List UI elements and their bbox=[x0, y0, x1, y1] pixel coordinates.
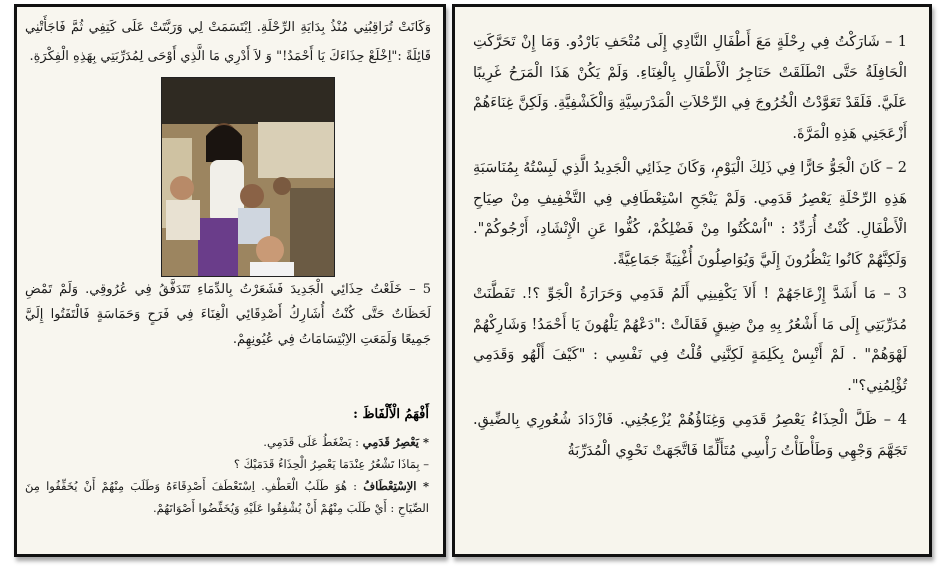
paragraph-5: 5 – خَلَعْتُ حِذَائِي الْجَدِيدَ فَشَعَرْتُ بِالدِّمَاءِ تَتَدَفَّقُ فِي عُرُوقِي. وَلَمْ تَمْضِ لَحَظَاتٌ حَتَّى كُنْتُ أُشَارِكُ أَصْدِقَائِي الْغِنَاءَ فِي فَرَحٍ وَحَمَاسَةٍ فَالْتَفَتُوا إِلَيَّ جَمِيعًا وَلَمَعَتِ الاِبْتِسَامَاتُ فِي عُيُونِهِمْ. bbox=[25, 282, 431, 347]
right-page bbox=[452, 4, 932, 557]
glossary-term: * يَعْصِرُ قَدَمِي bbox=[362, 435, 429, 449]
glossary-entry bbox=[25, 475, 429, 519]
paragraph-1: 1 – شَارَكْتُ فِي رِحْلَةٍ مَعَ أَطْفَالِ النَّادِي إِلَى مُتْحَفِ بَارْدُو. وَمَا إِنْ تَحَرَّكَتِ الْحَافِلَةُ حَتَّى انْطَلَقَتْ حَنَاجِرُ الْأَطْفَالِ بِالْغِنَاءِ. وَلَمْ يَكُنْ هَذَا الْمَرَحُ غَرِيبًا عَلَيَّ. فَلَقَدْ تَعَوَّدْتُ الْخُرُوجَ فِي الرِّحْلاَتِ الْمَدْرَسِيَّةِ وَالْكَشْفِيَّةِ. وَلَكِنَّ غِنَاءَهُمْ أَزْعَجَنِي هَذِهِ الْمَرَّةَ. bbox=[473, 34, 907, 142]
glossary-question: – بِمَاذَا تَشْعُرُ عِنْدَمَا يَعْصِرُ الْحِذَاءُ قَدَمَيْكَ ؟ bbox=[233, 457, 429, 471]
glossary-definition: : هُوَ طَلَبُ الْعَطْفِ. اِسْتَعْطَفَ أَصْدِقَاءَهُ وَطَلَبَ مِنْهُمْ أَنْ يُخَفِّفُوا مِنَ الصِّيَاحِ : أَيْ طَلَبَ مِنْهُمْ أَنْ يُشْفِقُوا عَلَيْهِ وَيُخَفِّضُوا أَصْوَاتَهُمْ. bbox=[25, 479, 429, 515]
paragraph-3: 3 – مَا أَشَدَّ إِزْعَاجَهُمْ ! أَلاَ يَكْفِينِي أَلَمُ قَدَمِي وَحَرَارَةُ الْجَوِّ ؟!. تَفَطَّنَتْ مُدَرِّبَتِي إِلَى مَا أَشْعُرُ بِهِ مِنْ ضِيقٍ فَقَالَتْ :"دَعْهُمْ يَلْهُونَ يَا أَحْمَدُ! وَشَارِكْهُمْ لَهْوَهُمْ" . لَمْ أَنْبِسْ بِكَلِمَةٍ لَكِنَّنِي قُلْتُ فِي نَفْسِي : "كَيْفَ أَلْهُو وَقَدَمِي تُؤْلِمُنِي؟". bbox=[473, 286, 907, 394]
glossary bbox=[25, 431, 429, 519]
glossary-definition: : يَضْغَطُ عَلَى قَدَمِي. bbox=[263, 435, 359, 449]
glossary-entry bbox=[25, 453, 429, 475]
glossary-entry bbox=[25, 431, 429, 453]
bus-children-photo bbox=[161, 77, 335, 277]
paragraph-2: 2 – كَانَ الْجَوُّ حَارًّا فِي ذَلِكَ الْيَوْمِ، وَكَانَ حِذَائِي الْجَدِيدُ الَّذِي لَبِسْتُهُ بِمُنَاسَبَةِ هَذِهِ الرِّحْلَةِ يَعْصِرُ قَدَمِي. وَلَمْ يَنْجَحِ اسْتِعْطَافِي فِي التَّخْفِيفِ مِنْ صِيَاحِ الْأَطْفَالِ. كُنْتُ أُرَدِّدُ : "اُسْكُتُوا مِنْ فَضْلِكُمْ، كُفُّوا عَنِ الْإِنْشَادِ، أَرْجُوكُمْ". وَلَكِنَّهُمْ كَانُوا يَنْظُرُونَ إِلَيَّ وَيُوَاصِلُونَ أُغْنِيَةً جَمَاعِيَّةً. bbox=[473, 160, 907, 268]
paragraph-4: 4 – ظَلَّ الْحِذَاءُ يَعْصِرُ قَدَمِي وَغِنَاؤُهُمْ يُزْعِجُنِي. فَازْدَادَ شُعُورِي بِالضِّيقِ. تَجَهَّمَ وَجْهِي وَطَأْطَأْتُ رَأْسِي مُتَأَلِّمًا فَاتَّجَهَتْ نَحْوِي الْمُدَرِّبَةُ bbox=[473, 412, 907, 459]
glossary-term: * الاِسْتِعْطَافُ bbox=[363, 479, 429, 493]
glossary-title: أَفْهَمُ الْأَلْفَاظَ : bbox=[353, 407, 429, 422]
opening-paragraph: وَكَانَتْ تُرَاقِبُنِي مُنْذُ بِدَايَةِ الرِّحْلَةِ. اِبْتَسَمَتْ لِي وَرَبَّتَتْ عَلَى كَتِفِي ثُمَّ فَاجَأَتْنِي قَائِلَةً :"اِخْلَعْ حِذَاءَكَ يَا أَحْمَدُ!" وَ لاَ أَدْرِي مَا الَّذِي أَوْحَى لِمُدَرِّبَتِي بِهَذِهِ الْفِكْرَةِ. bbox=[25, 20, 432, 64]
story-text bbox=[473, 27, 907, 470]
left-page bbox=[14, 4, 446, 557]
